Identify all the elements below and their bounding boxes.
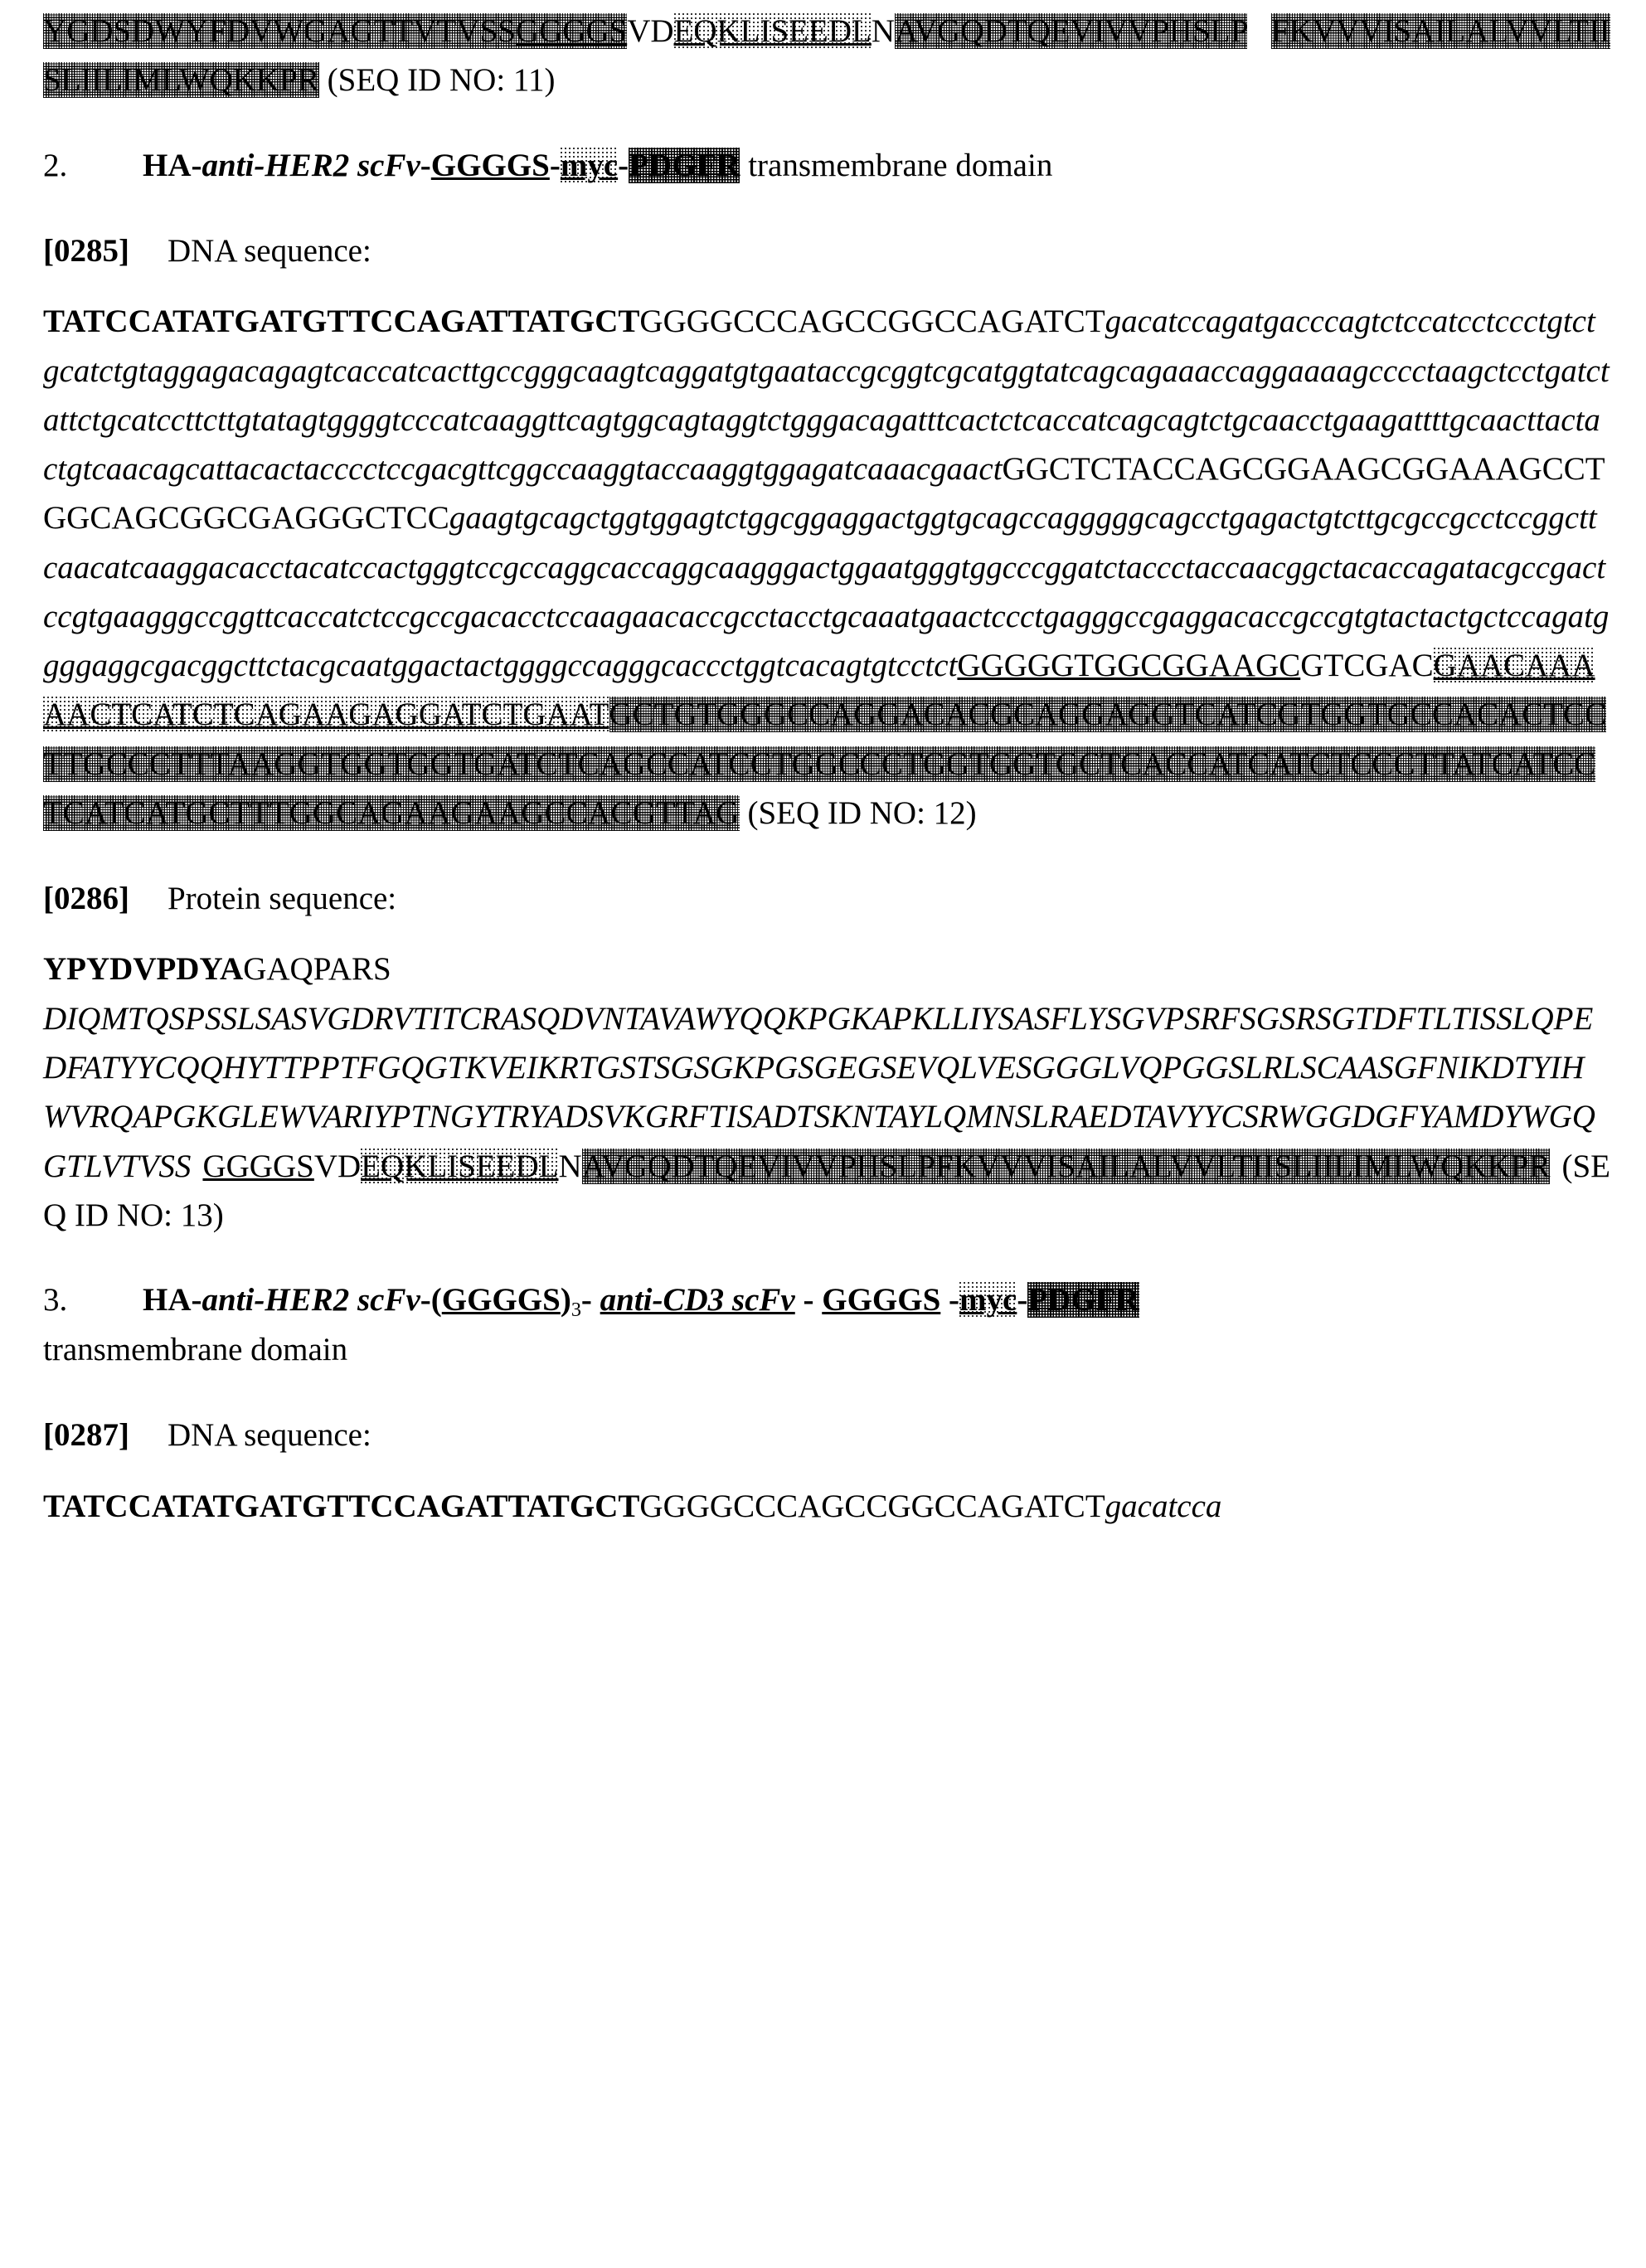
paragraph-number-0286: [0286] — [43, 881, 129, 917]
sequence-run: gacatcca — [1105, 1488, 1222, 1524]
sequence-run: YGDSDWYFDVWGAGTTVTVSS — [43, 13, 516, 49]
sequence-run: - — [580, 1282, 600, 1319]
sequence-run: EQKLISEEDL — [673, 13, 872, 49]
sequence-run: GGGGCCCAGCCGGCCAGATCT — [639, 304, 1105, 340]
sequence-run: - — [191, 1282, 202, 1319]
seq-11-line-1 — [43, 13, 1247, 49]
dna-sequence-seq-id-12 — [43, 297, 1610, 838]
spacer — [43, 838, 1610, 874]
sequence-run: DIQMTQSPSSLSASVGDRVTITCRASQDVNTAVAWYQQKPGKAPKLLIYSASFLYSGVPSRFSGSRSGTDFTLTISSLQPEDFATYYCQQHYTTPPTFGQGTKVEIKRTGSTSGSGKPGSGEGSEVQLVESGGGLVQPGGSLRLSCAASGFNIKDTYIHWVRQAPGKGLEWVARIYPTNGYTRYADSVKGRFTISADTSKNTAYLQMNSLRAEDTAVYYCSRWGGDGFYAMDYWGQGTLVTVSS — [43, 1000, 1595, 1184]
sequence-run: GCTGTGGGCCAGGACACGCAGGAGGTCATCGTGGTGCCACACTCCTTGCCCTTTAAGGTGGTGGTGATCTCAGCCATCCTGGCCCTGGTGGTGCTCACCATCATCTCCCTTATCATCCTCATCATGCTTTGGCAGAAGAAGCCACGTTAG — [43, 697, 1607, 831]
sequence-run: - — [549, 147, 561, 183]
sequence-run: GAACAAAAACTCATCTCAGAAGAGGATCTGAAT — [43, 648, 1595, 733]
spacer — [43, 105, 1610, 142]
sequence-run: - — [794, 1282, 823, 1319]
construct-item-3-heading — [43, 1276, 1610, 1325]
protein-seq-id-13-header-line — [43, 945, 1610, 993]
seq-id-11-continuation — [43, 7, 1610, 105]
sequence-run: HA — [143, 147, 192, 183]
sequence-run: AVGQDTQEVIVVPHSLP — [895, 13, 1247, 49]
sequence-run: GGGGGTGGCGGAAGC — [957, 648, 1301, 684]
paragraph-0286-label — [43, 874, 1610, 923]
sequence-run: N — [558, 1148, 582, 1184]
spacer — [43, 275, 1610, 297]
spacer — [43, 1374, 1610, 1411]
sequence-run: anti-HER2 scFv — [202, 147, 420, 183]
dna-sequence-label-0287: DNA sequence: — [167, 1417, 371, 1454]
sequence-run: - — [618, 147, 629, 183]
sequence-run: - — [420, 147, 431, 183]
item-3-number: 3. — [43, 1282, 68, 1319]
sequence-run: (SEQ ID NO: 13) — [43, 1148, 1611, 1233]
sequence-run: gaagtgcagctggtggagtctggcggaggactggtgcagccagggggcagcctgagactgtcttgcgccgcctccggcttcaacatcaaggacacctacatccactgggtccgccaggcaccaggcaagggactggaatgggtggcccggatctaccctaccaacggctacaccagatacgccgactccgtgaagggccggttcaccatctccgccgacacctccaagaacaccgcctacctgcaaatgaactccctgagggccgaggacaccgccgtgtactactgctccagatggggaggcgacggcttctacgcaatggactactggggccagggcaccctggtcacagtgtcctct — [43, 500, 1610, 684]
construct-item-2-heading — [43, 142, 1610, 191]
sequence-run: VD — [627, 13, 674, 49]
protein-sequence-seq-id-13 — [43, 994, 1610, 1240]
sequence-run: GGGGS — [441, 1282, 561, 1319]
paragraph-0285-label — [43, 226, 1610, 275]
paragraph-number-0285: [0285] — [43, 233, 129, 270]
spacer — [43, 1240, 1610, 1276]
sequence-run: (SEQ ID NO: 11) — [318, 62, 556, 99]
spacer — [43, 923, 1610, 945]
sequence-run: VD — [313, 1148, 362, 1184]
spacer — [43, 1460, 1610, 1482]
dna-sequence-seq-id-14-start — [43, 1482, 1610, 1531]
paragraph-number-0287: [0287] — [43, 1417, 129, 1454]
sequence-run: GGCTCTACCAGCGGAAGCGGAAAGCCTGGCAGCGGCGAGGGCTCC — [43, 451, 1605, 537]
sequence-run: anti-CD3 scFv — [600, 1282, 795, 1319]
sequence-run: YPYDVPDYA — [43, 951, 244, 988]
sequence-run: GGGGCCCAGCCGGCCAGATCT — [639, 1488, 1105, 1524]
sequence-run: anti-HER2 scFv — [202, 1282, 420, 1319]
sequence-run: PDGFR — [1027, 1282, 1139, 1319]
sequence-run: GTCGAC — [1300, 648, 1434, 684]
sequence-run: GAQPARS — [243, 951, 391, 988]
construct-item-3-continuation: transmembrane domain — [43, 1332, 348, 1368]
sequence-run: FKVVVISAILALVVLTIISLIILIMLWQKKPR — [43, 13, 1610, 99]
sequence-run: - — [191, 147, 202, 183]
sequence-run: TATCCATATGATGTTCCAGATTATGCT — [43, 304, 640, 340]
item-3-text — [143, 1282, 1139, 1321]
sequence-run: ) — [560, 1282, 571, 1319]
item-2-text — [143, 148, 1052, 183]
sequence-run: TATCCATATGATGTTCCAGATTATGCT — [43, 1488, 640, 1524]
sequence-run: myc — [959, 1282, 1017, 1319]
spacer — [43, 190, 1610, 226]
sequence-run: HA — [143, 1282, 192, 1319]
sequence-run: GGGGS — [822, 1282, 941, 1319]
sequence-run: N — [871, 13, 895, 49]
sequence-run: AVGQDTQEVIVVPHSLPFKVVVISAILALVVLTIISLIILIMLWQKKPR — [581, 1148, 1551, 1184]
sequence-run: (SEQ ID NO: 12) — [739, 794, 977, 831]
dna-sequence-label-0285: DNA sequence: — [167, 233, 371, 270]
sequence-run: PDGFR — [629, 147, 740, 183]
sequence-run: EQKLISEEDL — [361, 1148, 559, 1184]
paragraph-0287-label — [43, 1411, 1610, 1459]
item-2-number: 2. — [43, 147, 68, 183]
sequence-run: 3 — [571, 1298, 581, 1321]
protein-sequence-label-0286: Protein sequence: — [167, 881, 397, 917]
sequence-run: - — [940, 1282, 960, 1319]
sequence-run: GGGGS — [202, 1148, 314, 1184]
sequence-run: transmembrane domain — [740, 147, 1053, 183]
sequence-run: GGGGS — [430, 147, 550, 183]
sequence-run: gacatccagatgacccagtctccatcctccctgtctgcatctgtaggagacagagtcaccatcacttgccgggcaagtcaggatgtgaataccgcggtcgcatggtatcagcagaaaccaggaaaagcccctaagctcctgatctattctgcatccttcttgtatagtggggtcccatcaaggttcagtggcagtaggtctgggacagatttcactctcaccatcagcagtctgcaacctgaagattttgcaacttactactgtcaacagcattacactacccctccgacgttcggccaaggtaccaaggtggagatcaaacgaact — [43, 304, 1610, 488]
page-content — [43, 7, 1610, 1531]
sequence-run: GGGGS — [515, 13, 628, 49]
sequence-run: -( — [420, 1282, 442, 1319]
sequence-run: myc — [560, 147, 619, 183]
sequence-run: - — [1017, 1282, 1028, 1319]
